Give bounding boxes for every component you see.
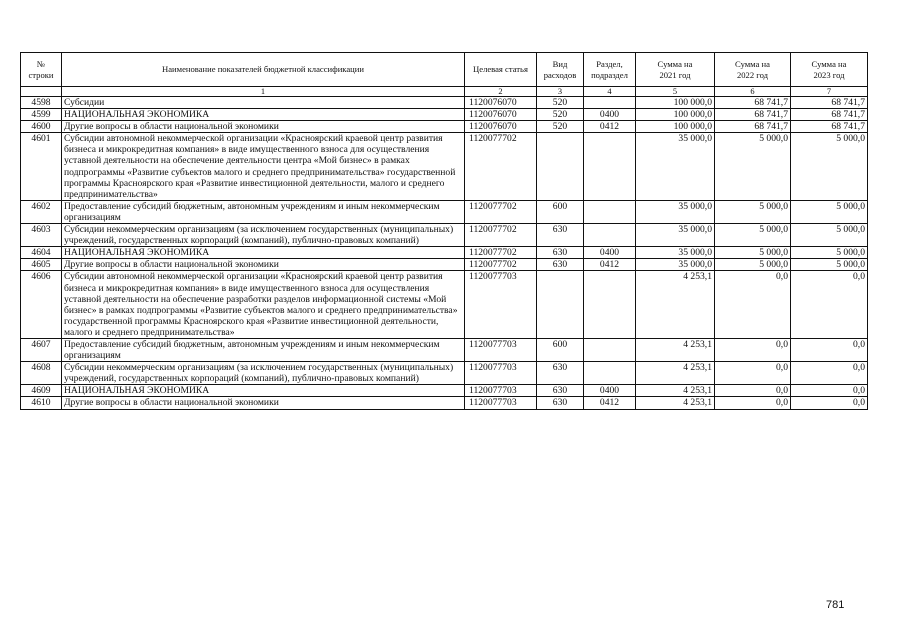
cell-sum-2023: 0,0 xyxy=(791,397,868,409)
column-number-row xyxy=(21,87,868,97)
table-row xyxy=(21,109,868,121)
cell-name: Субсидии некоммерческим организациям (за исключением государственных (муниципальных) учреждений, государственных корпораций (компаний), публично-правовых компаний) xyxy=(62,224,465,247)
cell-sum-2023: 5 000,0 xyxy=(791,133,868,201)
cell-vid: 520 xyxy=(537,121,584,133)
cell-razdel xyxy=(584,362,636,385)
table-row xyxy=(21,271,868,339)
cell-sum-2023: 0,0 xyxy=(791,362,868,385)
cell-sum-2021: 4 253,1 xyxy=(636,362,715,385)
column-number: 2 xyxy=(465,87,537,97)
page-number: 781 xyxy=(826,599,845,611)
cell-sum-2023: 5 000,0 xyxy=(791,200,868,223)
cell-name: НАЦИОНАЛЬНАЯ ЭКОНОМИКА xyxy=(62,109,465,121)
header-row-no: № строки xyxy=(21,53,62,87)
cell-sum-2022: 5 000,0 xyxy=(715,133,791,201)
header-target: Целевая статья xyxy=(465,53,537,87)
cell-razdel xyxy=(584,271,636,339)
cell-sum-2022: 0,0 xyxy=(715,385,791,397)
cell-sum-2021: 35 000,0 xyxy=(636,133,715,201)
cell-sum-2023: 0,0 xyxy=(791,338,868,361)
cell-vid: 600 xyxy=(537,338,584,361)
table-row xyxy=(21,200,868,223)
cell-row-no: 4609 xyxy=(21,385,62,397)
cell-sum-2021: 4 253,1 xyxy=(636,397,715,409)
header-razdel: Раздел, подраздел xyxy=(584,53,636,87)
header-sum-2022: Сумма на 2022 год xyxy=(715,53,791,87)
cell-sum-2023: 0,0 xyxy=(791,385,868,397)
cell-row-no: 4608 xyxy=(21,362,62,385)
cell-sum-2022: 5 000,0 xyxy=(715,259,791,271)
cell-razdel: 0412 xyxy=(584,397,636,409)
cell-target: 1120077702 xyxy=(465,224,537,247)
cell-vid: 630 xyxy=(537,259,584,271)
cell-name: Другие вопросы в области национальной экономики xyxy=(62,121,465,133)
cell-sum-2021: 100 000,0 xyxy=(636,97,715,109)
cell-razdel: 0412 xyxy=(584,121,636,133)
cell-razdel xyxy=(584,200,636,223)
cell-razdel: 0400 xyxy=(584,109,636,121)
cell-sum-2021: 35 000,0 xyxy=(636,200,715,223)
cell-vid xyxy=(537,271,584,339)
cell-target: 1120076070 xyxy=(465,97,537,109)
column-number: 1 xyxy=(62,87,465,97)
cell-row-no: 4610 xyxy=(21,397,62,409)
cell-vid: 600 xyxy=(537,200,584,223)
cell-sum-2022: 0,0 xyxy=(715,271,791,339)
cell-sum-2022: 0,0 xyxy=(715,397,791,409)
cell-name: Субсидии автономной некоммерческой организации «Красноярский краевой центр развития бизнеса и микрокредитная компания» в виде имущественного взноса для осуществления уставной деятельности на обеспечение деятельности центра «Мой бизнес» в рамках подпрограммы «Развитие субъектов малого и среднего предпринимательства» государственной программы Красноярского края «Развитие инвестиционной деятельности, малого и среднего предпринимательства» xyxy=(62,133,465,201)
budget-table xyxy=(20,52,868,410)
cell-razdel xyxy=(584,224,636,247)
table-row xyxy=(21,247,868,259)
cell-row-no: 4602 xyxy=(21,200,62,223)
cell-sum-2022: 68 741,7 xyxy=(715,121,791,133)
table-row xyxy=(21,97,868,109)
cell-name: Предоставление субсидий бюджетным, автономным учреждениям и иным некоммерческим организациям xyxy=(62,338,465,361)
cell-target: 1120077702 xyxy=(465,133,537,201)
cell-razdel xyxy=(584,338,636,361)
table-row xyxy=(21,362,868,385)
cell-sum-2023: 0,0 xyxy=(791,271,868,339)
cell-razdel: 0400 xyxy=(584,385,636,397)
cell-target: 1120077702 xyxy=(465,259,537,271)
cell-razdel xyxy=(584,133,636,201)
column-number: 4 xyxy=(584,87,636,97)
cell-target: 1120077703 xyxy=(465,362,537,385)
cell-razdel: 0412 xyxy=(584,259,636,271)
column-number: 3 xyxy=(537,87,584,97)
table-body xyxy=(21,97,868,410)
cell-row-no: 4601 xyxy=(21,133,62,201)
cell-vid xyxy=(537,133,584,201)
cell-sum-2023: 68 741,7 xyxy=(791,109,868,121)
cell-name: НАЦИОНАЛЬНАЯ ЭКОНОМИКА xyxy=(62,385,465,397)
cell-sum-2022: 0,0 xyxy=(715,338,791,361)
cell-row-no: 4600 xyxy=(21,121,62,133)
table-header-row xyxy=(21,53,868,87)
cell-target: 1120076070 xyxy=(465,121,537,133)
cell-row-no: 4603 xyxy=(21,224,62,247)
cell-sum-2021: 4 253,1 xyxy=(636,271,715,339)
table-row xyxy=(21,259,868,271)
cell-vid: 630 xyxy=(537,224,584,247)
table-row xyxy=(21,397,868,409)
header-sum-2021: Сумма на 2021 год xyxy=(636,53,715,87)
cell-vid: 630 xyxy=(537,247,584,259)
cell-row-no: 4598 xyxy=(21,97,62,109)
header-name: Наименование показателей бюджетной классификации xyxy=(62,53,465,87)
cell-razdel: 0400 xyxy=(584,247,636,259)
cell-target: 1120077703 xyxy=(465,271,537,339)
cell-vid: 630 xyxy=(537,362,584,385)
cell-target: 1120077703 xyxy=(465,338,537,361)
cell-name: Другие вопросы в области национальной экономики xyxy=(62,397,465,409)
cell-target: 1120077703 xyxy=(465,385,537,397)
cell-sum-2022: 68 741,7 xyxy=(715,109,791,121)
cell-sum-2021: 35 000,0 xyxy=(636,247,715,259)
column-number xyxy=(21,87,62,97)
cell-vid: 520 xyxy=(537,109,584,121)
cell-sum-2023: 68 741,7 xyxy=(791,97,868,109)
cell-sum-2022: 5 000,0 xyxy=(715,200,791,223)
cell-row-no: 4605 xyxy=(21,259,62,271)
table-row xyxy=(21,121,868,133)
cell-sum-2023: 5 000,0 xyxy=(791,224,868,247)
cell-name: Субсидии автономной некоммерческой организации «Красноярский краевой центр развития бизнеса и микрокредитная компания» в виде имущественного взноса для осуществления уставной деятельности на обеспечение разработки разделов информационной системы «Мой бизнес» в рамках подпрограммы «Развитие субъектов малого и среднего предпринимательства» государственной программы Красноярского края «Развитие инвестиционной деятельности, малого и среднего предпринимательства» xyxy=(62,271,465,339)
cell-sum-2023: 5 000,0 xyxy=(791,247,868,259)
cell-target: 1120077703 xyxy=(465,397,537,409)
column-number: 7 xyxy=(791,87,868,97)
cell-sum-2021: 4 253,1 xyxy=(636,385,715,397)
cell-sum-2021: 35 000,0 xyxy=(636,259,715,271)
table-row xyxy=(21,133,868,201)
cell-sum-2022: 5 000,0 xyxy=(715,224,791,247)
cell-row-no: 4607 xyxy=(21,338,62,361)
cell-sum-2021: 4 253,1 xyxy=(636,338,715,361)
cell-sum-2023: 5 000,0 xyxy=(791,259,868,271)
cell-name: Субсидии некоммерческим организациям (за исключением государственных (муниципальных) учреждений, государственных корпораций (компаний), публично-правовых компаний) xyxy=(62,362,465,385)
cell-sum-2021: 35 000,0 xyxy=(636,224,715,247)
cell-name: Предоставление субсидий бюджетным, автономным учреждениям и иным некоммерческим организациям xyxy=(62,200,465,223)
header-vid: Вид расходов xyxy=(537,53,584,87)
cell-sum-2022: 0,0 xyxy=(715,362,791,385)
cell-row-no: 4606 xyxy=(21,271,62,339)
header-sum-2023: Сумма на 2023 год xyxy=(791,53,868,87)
cell-razdel xyxy=(584,97,636,109)
cell-vid: 520 xyxy=(537,97,584,109)
cell-name: НАЦИОНАЛЬНАЯ ЭКОНОМИКА xyxy=(62,247,465,259)
cell-target: 1120077702 xyxy=(465,247,537,259)
table-row xyxy=(21,385,868,397)
column-number: 6 xyxy=(715,87,791,97)
cell-sum-2021: 100 000,0 xyxy=(636,109,715,121)
cell-sum-2022: 5 000,0 xyxy=(715,247,791,259)
cell-sum-2021: 100 000,0 xyxy=(636,121,715,133)
table-row xyxy=(21,224,868,247)
cell-name: Субсидии xyxy=(62,97,465,109)
cell-vid: 630 xyxy=(537,385,584,397)
cell-row-no: 4604 xyxy=(21,247,62,259)
table-row xyxy=(21,338,868,361)
cell-target: 1120077702 xyxy=(465,200,537,223)
cell-sum-2022: 68 741,7 xyxy=(715,97,791,109)
cell-sum-2023: 68 741,7 xyxy=(791,121,868,133)
column-number: 5 xyxy=(636,87,715,97)
cell-target: 1120076070 xyxy=(465,109,537,121)
cell-row-no: 4599 xyxy=(21,109,62,121)
cell-vid: 630 xyxy=(537,397,584,409)
cell-name: Другие вопросы в области национальной экономики xyxy=(62,259,465,271)
